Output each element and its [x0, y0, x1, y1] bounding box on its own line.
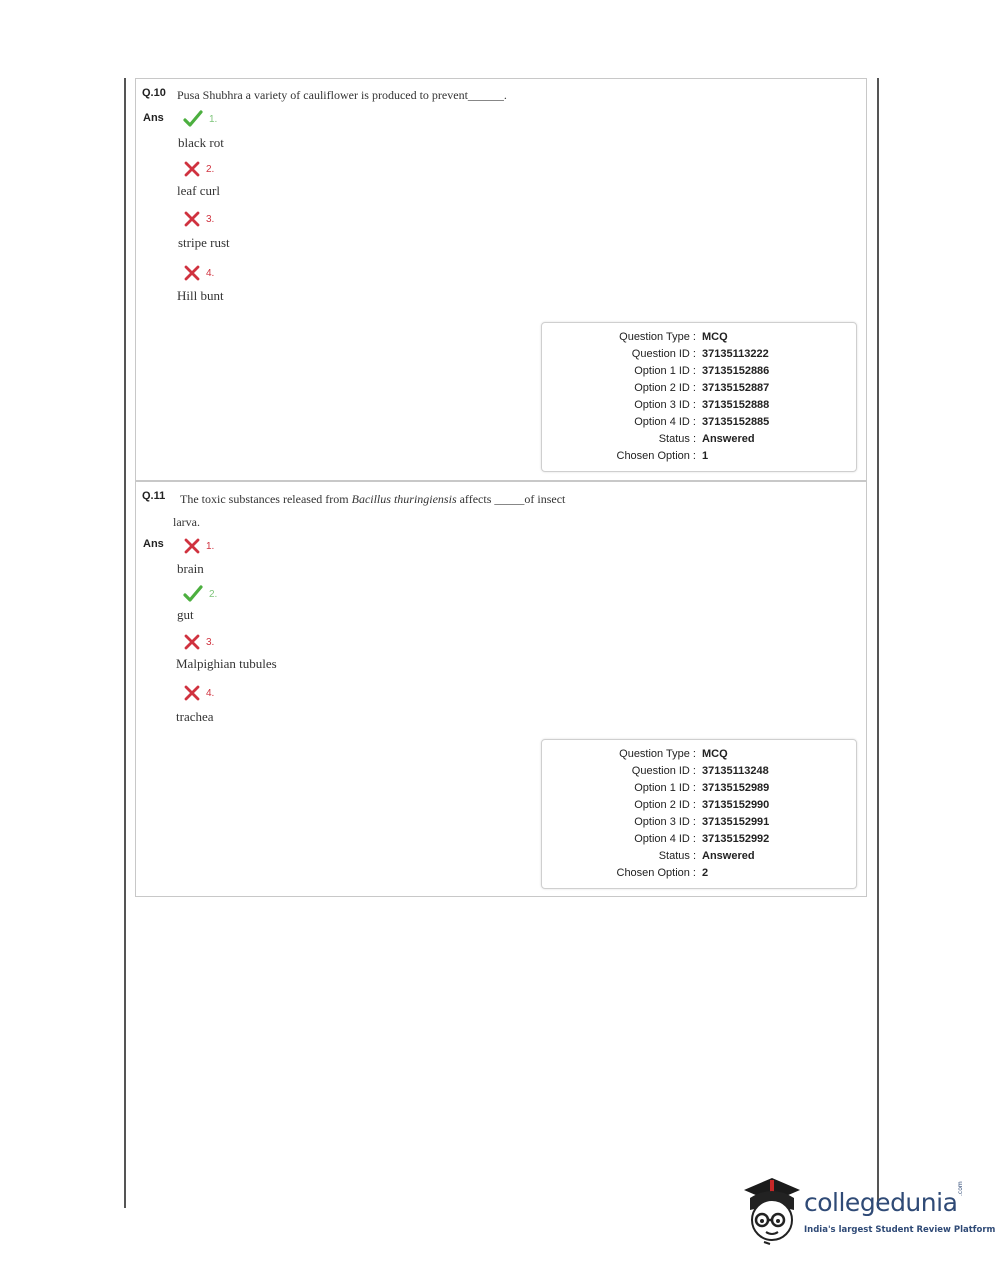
info-label: Option 1 ID : [634, 782, 696, 794]
info-row [542, 431, 856, 448]
page-left-border [124, 78, 126, 1208]
info-label: Option 2 ID : [634, 799, 696, 811]
option-text: Hill bunt [177, 288, 224, 303]
info-value: MCQ [702, 331, 728, 343]
question-text-line2: larva. [173, 515, 200, 529]
question-number: Q.11 [142, 490, 166, 502]
option-marker-4 [184, 265, 214, 281]
logo-tagline: India's largest Student Review Platform [804, 1225, 996, 1235]
check-icon [183, 110, 203, 128]
info-row [542, 363, 856, 380]
page-right-border [877, 78, 879, 1208]
info-value: 37135152992 [702, 833, 770, 845]
option-text: brain [177, 561, 204, 576]
info-row [542, 380, 856, 397]
option-marker-3 [184, 211, 214, 227]
option-number: 3. [206, 213, 215, 225]
info-value: 37135152888 [702, 399, 770, 411]
option-text: leaf curl [177, 183, 220, 198]
option-number: 1. [209, 113, 218, 125]
question-text [177, 88, 507, 103]
info-label: Question Type : [619, 748, 696, 760]
info-value: 37135152991 [702, 816, 770, 828]
info-row [542, 831, 856, 848]
question-text-before: The toxic substances released from [180, 492, 352, 506]
info-label: Option 3 ID : [634, 399, 696, 411]
info-value: 37135113222 [702, 348, 769, 360]
option-marker-1 [184, 538, 214, 554]
question-text [180, 492, 565, 507]
question-text-after: ______. [467, 88, 507, 102]
info-label: Question ID : [631, 348, 696, 360]
option-number: 1. [206, 540, 215, 552]
ans-label: Ans [143, 538, 164, 550]
info-value: 1 [702, 450, 709, 462]
option-marker-2 [184, 161, 214, 177]
cross-icon [184, 211, 200, 227]
info-row [542, 414, 856, 431]
option-text: gut [177, 607, 194, 622]
info-label: Status : [658, 433, 696, 445]
question-number: Q.10 [142, 87, 166, 99]
logo-brand: collegedunia [804, 1188, 958, 1217]
info-label: Option 3 ID : [634, 816, 696, 828]
option-text: trachea [176, 709, 214, 724]
option-number: 4. [206, 687, 215, 699]
info-value: 37135152887 [702, 382, 770, 394]
option-marker-3 [184, 634, 214, 650]
check-icon [183, 585, 203, 603]
info-label: Chosen Option : [616, 450, 696, 462]
info-row [542, 397, 856, 414]
cross-icon [184, 538, 200, 554]
info-row [542, 346, 856, 363]
info-row [542, 848, 856, 865]
info-row [542, 329, 856, 346]
info-value: 37135113248 [702, 765, 769, 777]
info-label: Option 4 ID : [634, 416, 696, 428]
info-row [542, 865, 856, 882]
info-label: Option 2 ID : [634, 382, 696, 394]
cross-icon [184, 161, 200, 177]
info-label: Option 4 ID : [634, 833, 696, 845]
info-row [542, 797, 856, 814]
info-value: Answered [702, 433, 755, 445]
question-text-after: affects _____of insect [456, 492, 566, 506]
option-text: black rot [178, 135, 224, 150]
question-info-panel [541, 322, 857, 472]
info-value: 2 [702, 867, 709, 879]
option-text: stripe rust [178, 235, 230, 250]
info-value: MCQ [702, 748, 728, 760]
option-marker-4 [184, 685, 214, 701]
option-text: Malpighian tubules [176, 656, 277, 671]
option-number: 3. [206, 636, 215, 648]
info-row [542, 780, 856, 797]
option-number: 2. [209, 588, 218, 600]
mascot-icon [742, 1231, 804, 1250]
question-text-before: Pusa Shubhra a variety of cauliflower is produced to prevent [177, 88, 468, 102]
option-marker-1 [183, 110, 217, 128]
logo-dotcom: .com [957, 1181, 964, 1196]
info-row [542, 448, 856, 465]
ans-label: Ans [143, 112, 164, 124]
info-label: Chosen Option : [616, 867, 696, 879]
question-text-italic: Bacillus thuringiensis [351, 492, 457, 506]
info-row [542, 746, 856, 763]
info-row [542, 814, 856, 831]
question-info-panel [541, 739, 857, 889]
collegedunia-logo [742, 1176, 996, 1246]
info-value: 37135152990 [702, 799, 770, 811]
cross-icon [184, 634, 200, 650]
question-block-10 [135, 78, 867, 481]
info-value: 37135152885 [702, 416, 770, 428]
option-marker-2 [183, 585, 217, 603]
option-number: 4. [206, 267, 215, 279]
info-value: 37135152886 [702, 365, 770, 377]
info-value: 37135152989 [702, 782, 770, 794]
info-label: Option 1 ID : [634, 365, 696, 377]
cross-icon [184, 685, 200, 701]
info-label: Question ID : [631, 765, 696, 777]
question-block-11 [135, 481, 867, 897]
info-row [542, 763, 856, 780]
info-label: Status : [658, 850, 696, 862]
cross-icon [184, 265, 200, 281]
option-number: 2. [206, 163, 215, 175]
info-value: Answered [702, 850, 755, 862]
info-label: Question Type : [619, 331, 696, 343]
